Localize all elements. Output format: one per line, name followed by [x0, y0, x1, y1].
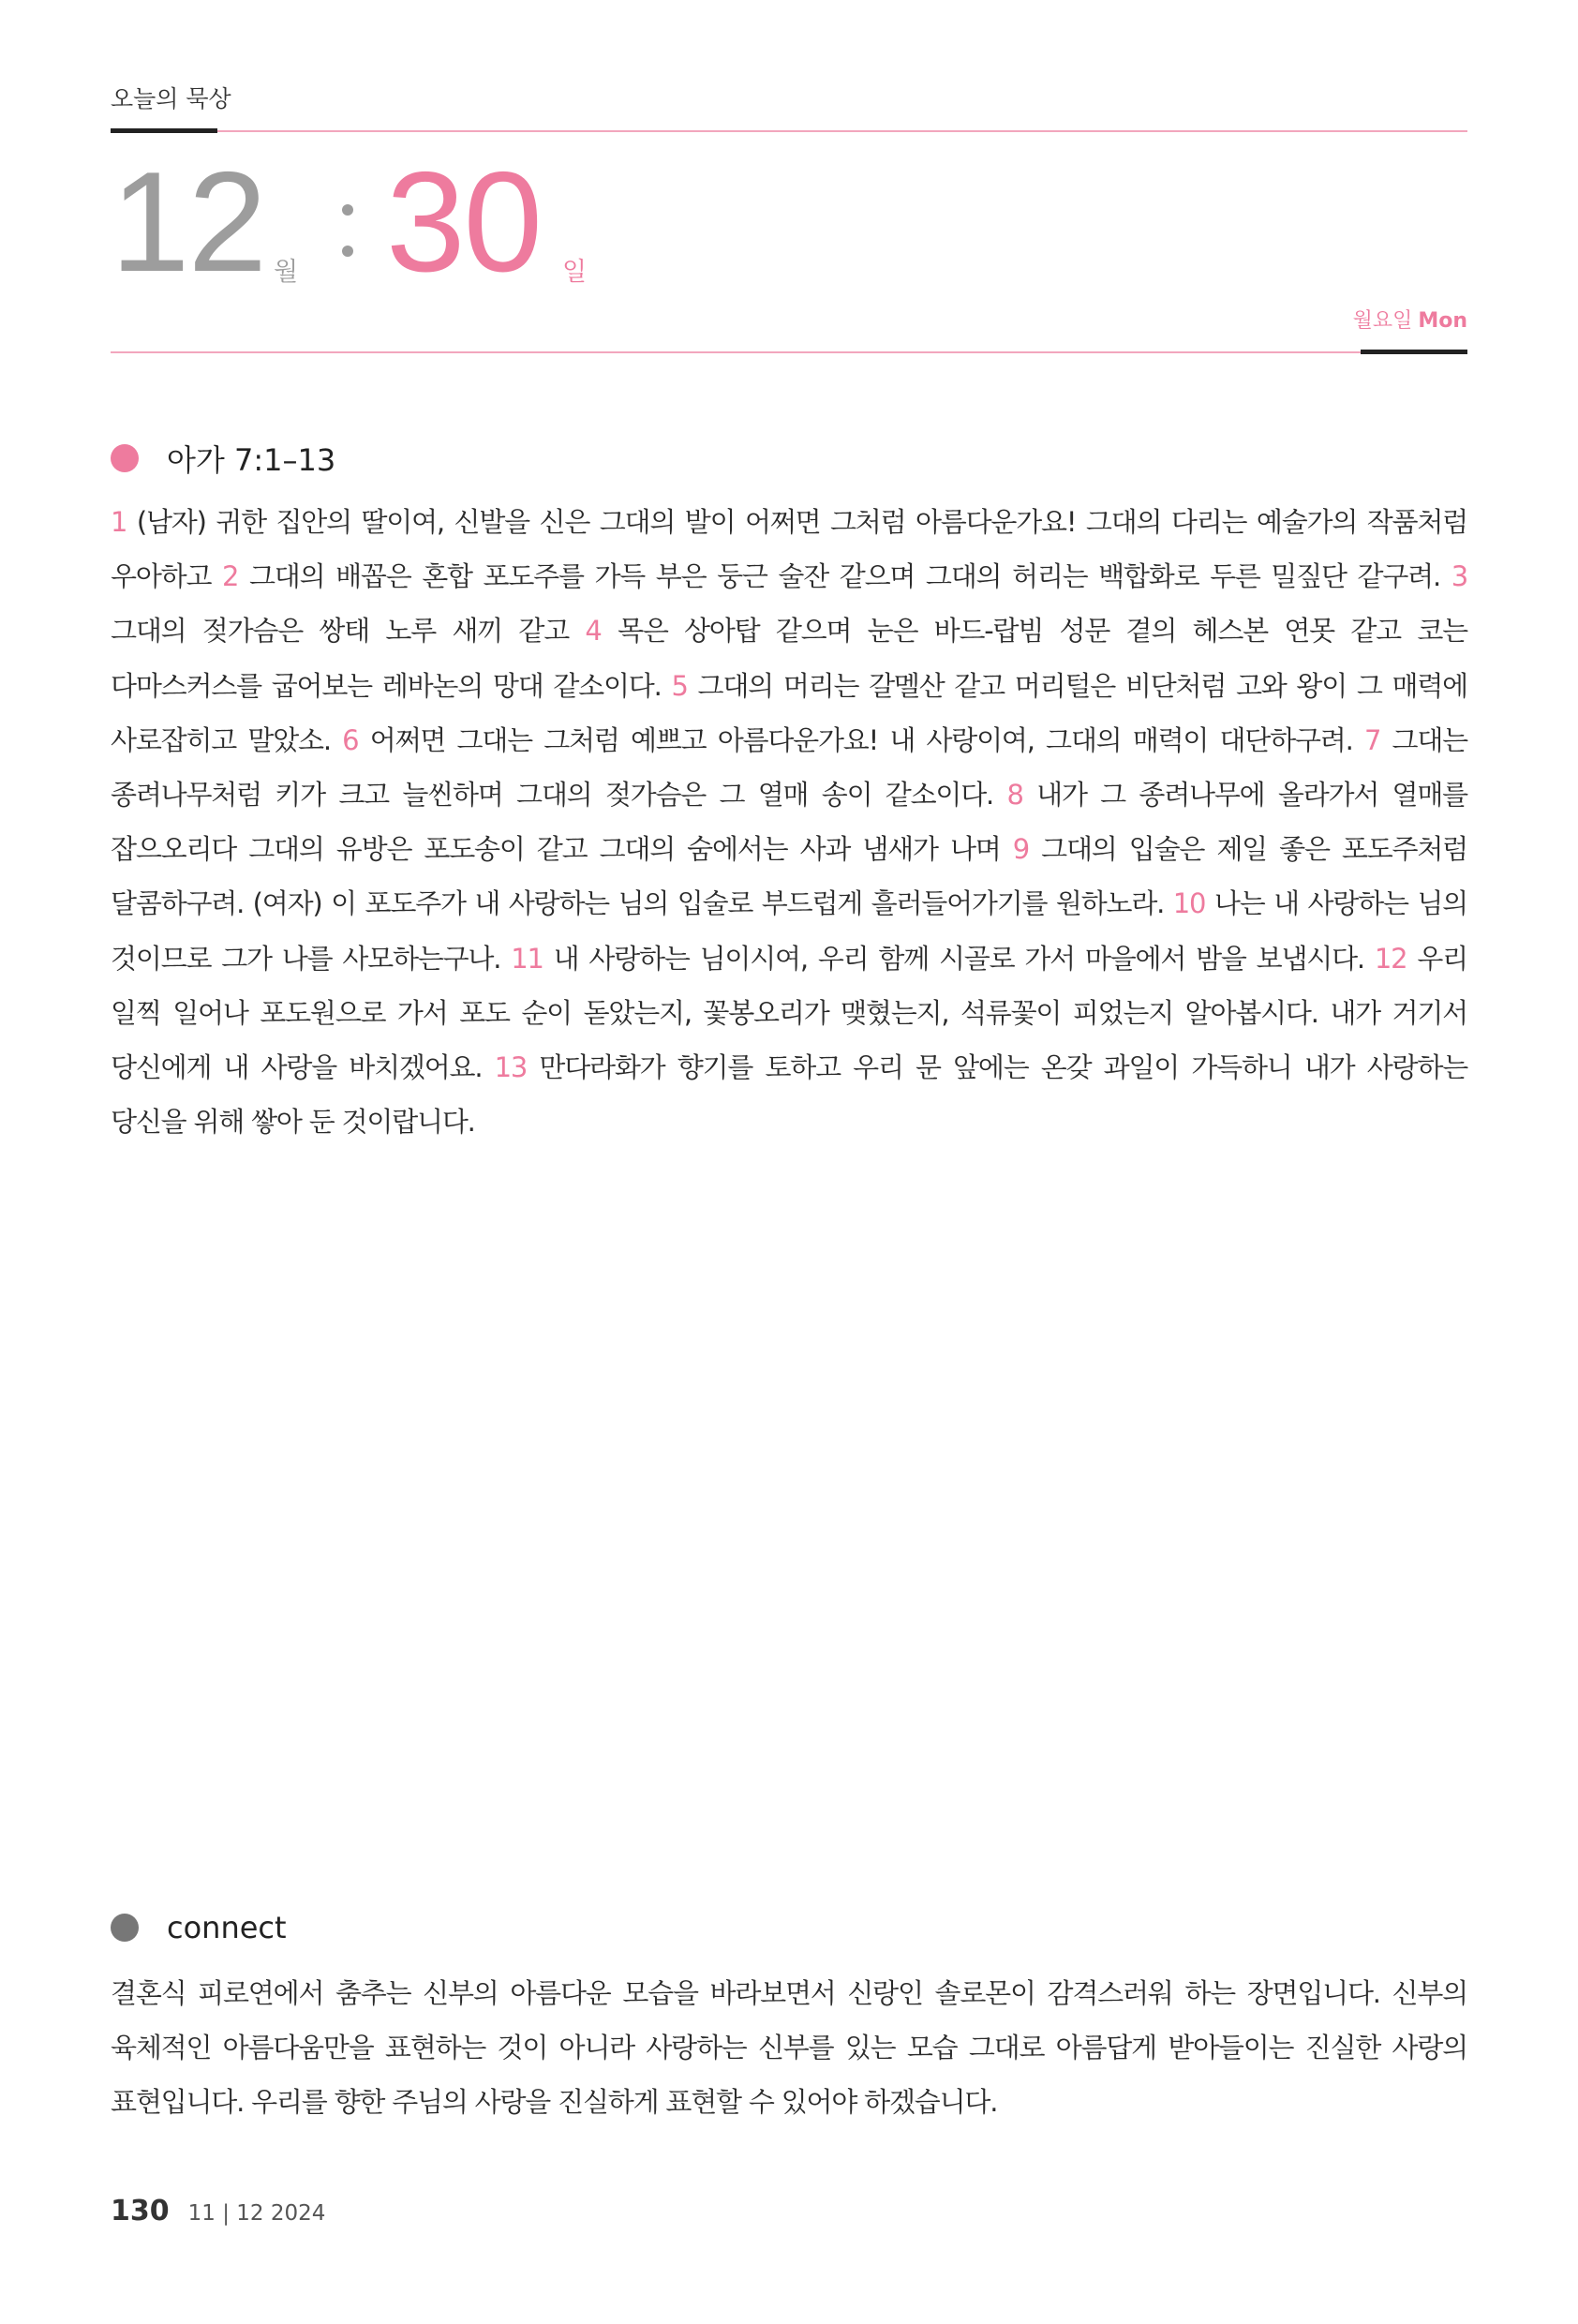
verse-number: 8	[1006, 779, 1023, 812]
verse-number: 12	[1374, 942, 1407, 975]
passage-bullet-icon	[111, 444, 139, 472]
date-day-unit: 일	[562, 258, 588, 287]
verse-text: 목은 상아탑 같으며 눈은 바드-랍빔 성문 곁의 헤스본 연못 같고 코는 다마스커스를 굽어보는 레바논의 망대 같소이다.	[111, 615, 1467, 702]
verse-number: 13	[494, 1051, 528, 1084]
verse-number: 9	[1012, 833, 1030, 866]
verse-number: 7	[1363, 723, 1381, 756]
verse-text: 그대의 배꼽은 혼합 포도주를 가득 부은 둥근 술잔 같으며 그대의 허리는 백합화로 두른 밀짚단 같구려.	[248, 560, 1441, 593]
connect-heading	[111, 1910, 287, 1945]
issue-label: 11 | 12 2024	[187, 2201, 326, 2226]
verse-text: 어쩌면 그대는 그처럼 예쁘고 아름다운가요! 내 사랑이여, 그대의 매력이 대단하구려.	[369, 723, 1353, 756]
weekday-korean: 월요일	[1352, 309, 1413, 333]
verse-number: 11	[511, 942, 543, 975]
verse-text: 우리 일찍 일어나 포도원으로 가서 포도 순이 돋았는지, 꽃봉오리가 맺혔는지, 석류꽃이 피었는지 알아봅시다. 내가 거기서 당신에게 내 사랑을 바치겠어요.	[111, 942, 1467, 1084]
verse-text: 내가 그 종려나무에 올라가서 열매를 잡으오리다 그대의 유방은 포도송이 같고 그대의 숨에서는 사과 냄새가 나며	[111, 779, 1467, 866]
verse-text: 나는 내 사랑하는 님의 것이므로 그가 나를 사모하는구나.	[111, 887, 1467, 975]
verse-text: 그대는 종려나무처럼 키가 크고 늘씬하며 그대의 젖가슴은 그 열매 송이 같소이다.	[111, 723, 1467, 812]
verse-number: 2	[221, 560, 239, 593]
verse-text: 그대의 머리는 갈멜산 같고 머리털은 비단처럼 고와 왕이 그 매력에 사로잡히고 말았소.	[111, 669, 1467, 756]
passage-text	[111, 495, 1467, 1149]
verse-number: 6	[342, 723, 359, 756]
verse-text: 내 사랑하는 님이시여, 우리 함께 시골로 가서 마을에서 밤을 보냅시다.	[553, 942, 1364, 975]
date-month-unit: 월	[274, 258, 299, 287]
connect-body: 결혼식 피로연에서 춤추는 신부의 아름다운 모습을 바라보면서 신랑인 솔로몬이 감격스러워 하는 장면입니다. 신부의 육체적인 아름다움만을 표현하는 것이 아니라 사랑하는 신부를 있는 모습 그대로 아름답게 받아들이는 진실한 사랑의 표현입니다. 우리를 향한 주님의 사랑을 진실하게 표현할 수 있어야 하겠습니다.	[111, 1977, 1467, 2118]
passage-reference: 아가 7:1–13	[167, 442, 336, 478]
passage-heading	[111, 437, 335, 480]
page-number: 130	[111, 2195, 170, 2227]
date-month-number: 12	[111, 142, 266, 302]
page-footer	[111, 2195, 325, 2227]
date-colon-dot-bottom	[342, 246, 353, 257]
verse-number: 3	[1451, 560, 1467, 593]
verse-number: 10	[1172, 887, 1206, 920]
connect-bullet-icon	[111, 1914, 139, 1942]
verse-number: 1	[111, 506, 127, 538]
connect-title: connect	[167, 1910, 287, 1945]
weekday-english: Mon	[1418, 309, 1467, 333]
verse-text: (남자) 귀한 집안의 딸이여, 신발을 신은 그대의 발이 어쩌면 그처럼 아름다운가요! 그대의 다리는 예술가의 작품처럼 우아하고	[111, 506, 1467, 593]
verse-number: 5	[671, 669, 688, 702]
verse-number: 4	[585, 615, 602, 648]
verse-text: 그대의 입술은 제일 좋은 포도주처럼 달콤하구려. (여자) 이 포도주가 내 사랑하는 님의 입술로 부드럽게 흘러들어가기를 원하노라.	[111, 833, 1467, 920]
weekday-label	[1353, 305, 1467, 334]
date-day-number: 30	[386, 142, 542, 302]
date-colon-dot-top	[342, 204, 353, 216]
top-divider-accent	[111, 128, 217, 133]
middle-divider-accent	[1361, 350, 1467, 354]
top-divider	[111, 130, 1467, 132]
section-label: 오늘의 묵상	[111, 85, 231, 112]
verse-text: 만다라화가 향기를 토하고 우리 문 앞에는 온갖 과일이 가득하니 내가 사랑하는 당신을 위해 쌓아 둔 것이랍니다.	[111, 1051, 1468, 1139]
verse-text: 그대의 젖가슴은 쌍태 노루 새끼 같고	[111, 615, 570, 648]
middle-divider	[111, 351, 1467, 353]
